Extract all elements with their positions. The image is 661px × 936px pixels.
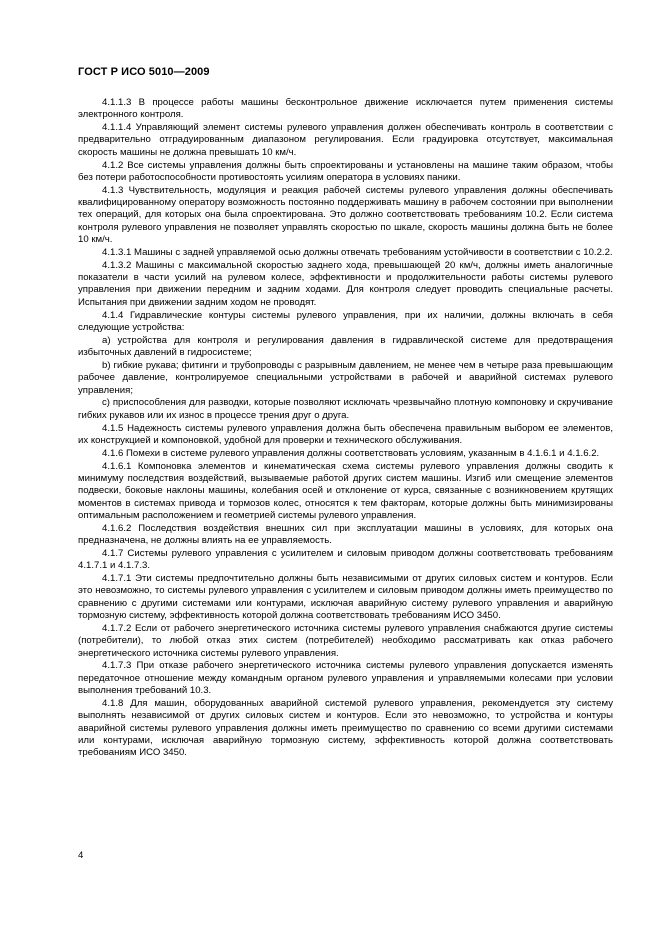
paragraph-4-1-7-3: 4.1.7.3 При отказе рабочего энергетического источника системы рулевого управления допускается изменять передаточное отношение между командным органом рулевого управления и управляемыми колесами при условии выполнения требований 10.3. [78, 660, 613, 697]
paragraph-4-1-1-4: 4.1.1.4 Управляющий элемент системы рулевого управления должен обеспечивать контроль в соответствии с предварительно отградуированным диапазоном регулирования. Если градуировка отсутствует, максимальная скорость машины не должна превышать 10 км/ч. [78, 122, 613, 158]
paragraph-4-1-8: 4.1.8 Для машин, оборудованных аварийной системой рулевого управления, рекомендуется эту систему выполнять независимой от других силовых систем и контуров. Если это невозможно, то устройства и контуры аварийной системы рулевого управления должны иметь преимущество по сравнению со всеми другими системами или контурами, исключая аварийную тормозную систему, эффективность которой должна соответствовать требованиям ИСО 3450. [78, 697, 613, 759]
paragraph-4-1-1-3: 4.1.1.3 В процессе работы машины бесконтрольное движение исключается путем применения системы электронного контроля. [78, 97, 613, 121]
paragraph-4-1-7: 4.1.7 Системы рулевого управления с усилителем и силовым приводом должны соответствовать требованиям 4.1.7.1 и 4.1.7.3. [78, 548, 613, 572]
list-item-a: a) устройства для контроля и регулирования давления в гидравлической системе для предотвращения избыточных давлений в гидросистеме; [78, 334, 613, 359]
paragraph-4-1-3: 4.1.3 Чувствительность, модуляция и реакция рабочей системы рулевого управления должны обеспечивать квалифицированному оператору возможность постоянно поддерживать машину в рабочем состоянии при выполнении тех операций, для которых она была спроектирована. Это должно соответствовать требованиям 10.2. Если система контроля рулевого управления не позволяет управлять скоростью по шкале, скорость машины должна быть не более 10 км/ч. [78, 184, 613, 246]
paragraph-4-1-6: 4.1.6 Помехи в системе рулевого управления должны соответствовать условиям, указанным в 4.1.6.1 и 4.1.6.2. [102, 447, 600, 459]
paragraph-4-1-2: 4.1.2 Все системы управления должны быть спроектированы и установлены на машине таким образом, чтобы без потери работоспособности противостоять усилиям оператора в условиях паники. [78, 159, 613, 183]
paragraph-4-1-3-1: 4.1.3.1 Машины с задней управляемой осью должны отвечать требованиям устойчивости в соответствии с 10.2.2. [102, 246, 613, 258]
list-item-b: b) гибкие рукава; фитинги и трубопроводы с разрывным давлением, не менее чем в четыре раза превышающим рабочее давление, контролируемое специальными устройствами в рабочей и аварийной системах рулевого управления; [78, 359, 613, 396]
paragraph-4-1-4: 4.1.4 Гидравлические контуры системы рулевого управления, при их наличии, должны включать в себя следующие устройства: [78, 309, 613, 333]
document-body [78, 97, 613, 760]
paragraph-4-1-5: 4.1.5 Надежность системы рулевого управления должна быть обеспечена правильным выбором ее элементов, их конструкцией и компоновкой, удобной для проверки и технического обслуживания. [78, 422, 613, 446]
paragraph-4-1-3-2: 4.1.3.2 Машины с максимальной скоростью заднего хода, превышающей 20 км/ч, должны иметь аналогичные показатели в части усилий на рулевом колесе, эффективности и продолжительности работы системы рулевого управления при движении передним и задним ходами. Для контроля следует проводить специальные расчеты. Испытания при движении задним ходом не проводят. [78, 259, 613, 308]
paragraph-4-1-7-2: 4.1.7.2 Если от рабочего энергетического источника системы рулевого управления снабжаются другие системы (потребители), то любой отказ этих систем (потребителей) необходимо рассматривать как отказ рабочего энергетического источника системы рулевого управления. [78, 622, 613, 659]
page-number: 4 [78, 850, 84, 861]
paragraph-4-1-7-1: 4.1.7.1 Эти системы предпочтительно должны быть независимыми от других силовых систем и контуров. Если это невозможно, то системы рулевого управления с усилителем и силовым приводом должны иметь преимущество по сравнению с другими системами или контурами, исключая аварийную систему рулевого управления и аварийную тормозную систему, эффективность которой должна соответствовать требованиям ИСО 3450. [78, 573, 613, 622]
paragraph-4-1-6-2: 4.1.6.2 Последствия воздействия внешних сил при эксплуатации машины в условиях, для которых она предназначена, не должны влиять на ее управляемость. [78, 522, 613, 547]
paragraph-4-1-6-1: 4.1.6.1 Компоновка элементов и кинематическая схема системы рулевого управления должны сводить к минимуму последствия воздействий, вызываемые работой других систем машины. Изгиб или смещение элементов подвески, боковые наклоны машины, колебания осей и отклонение от курса, связанные с возникновением крутящих моментов в системах привода и тормозов колес, относятся к тем факторам, которые должны быть минимизированы оптимальным расположением и геометрией системы рулевого управления. [78, 460, 613, 521]
document-header: ГОСТ Р ИСО 5010—2009 [78, 66, 210, 78]
list-item-c: c) приспособления для разводки, которые позволяют исключать чрезвычайно плотную компоновку и скручивание гибких рукавов или их износ в процессе трения друг о друга. [78, 397, 613, 421]
